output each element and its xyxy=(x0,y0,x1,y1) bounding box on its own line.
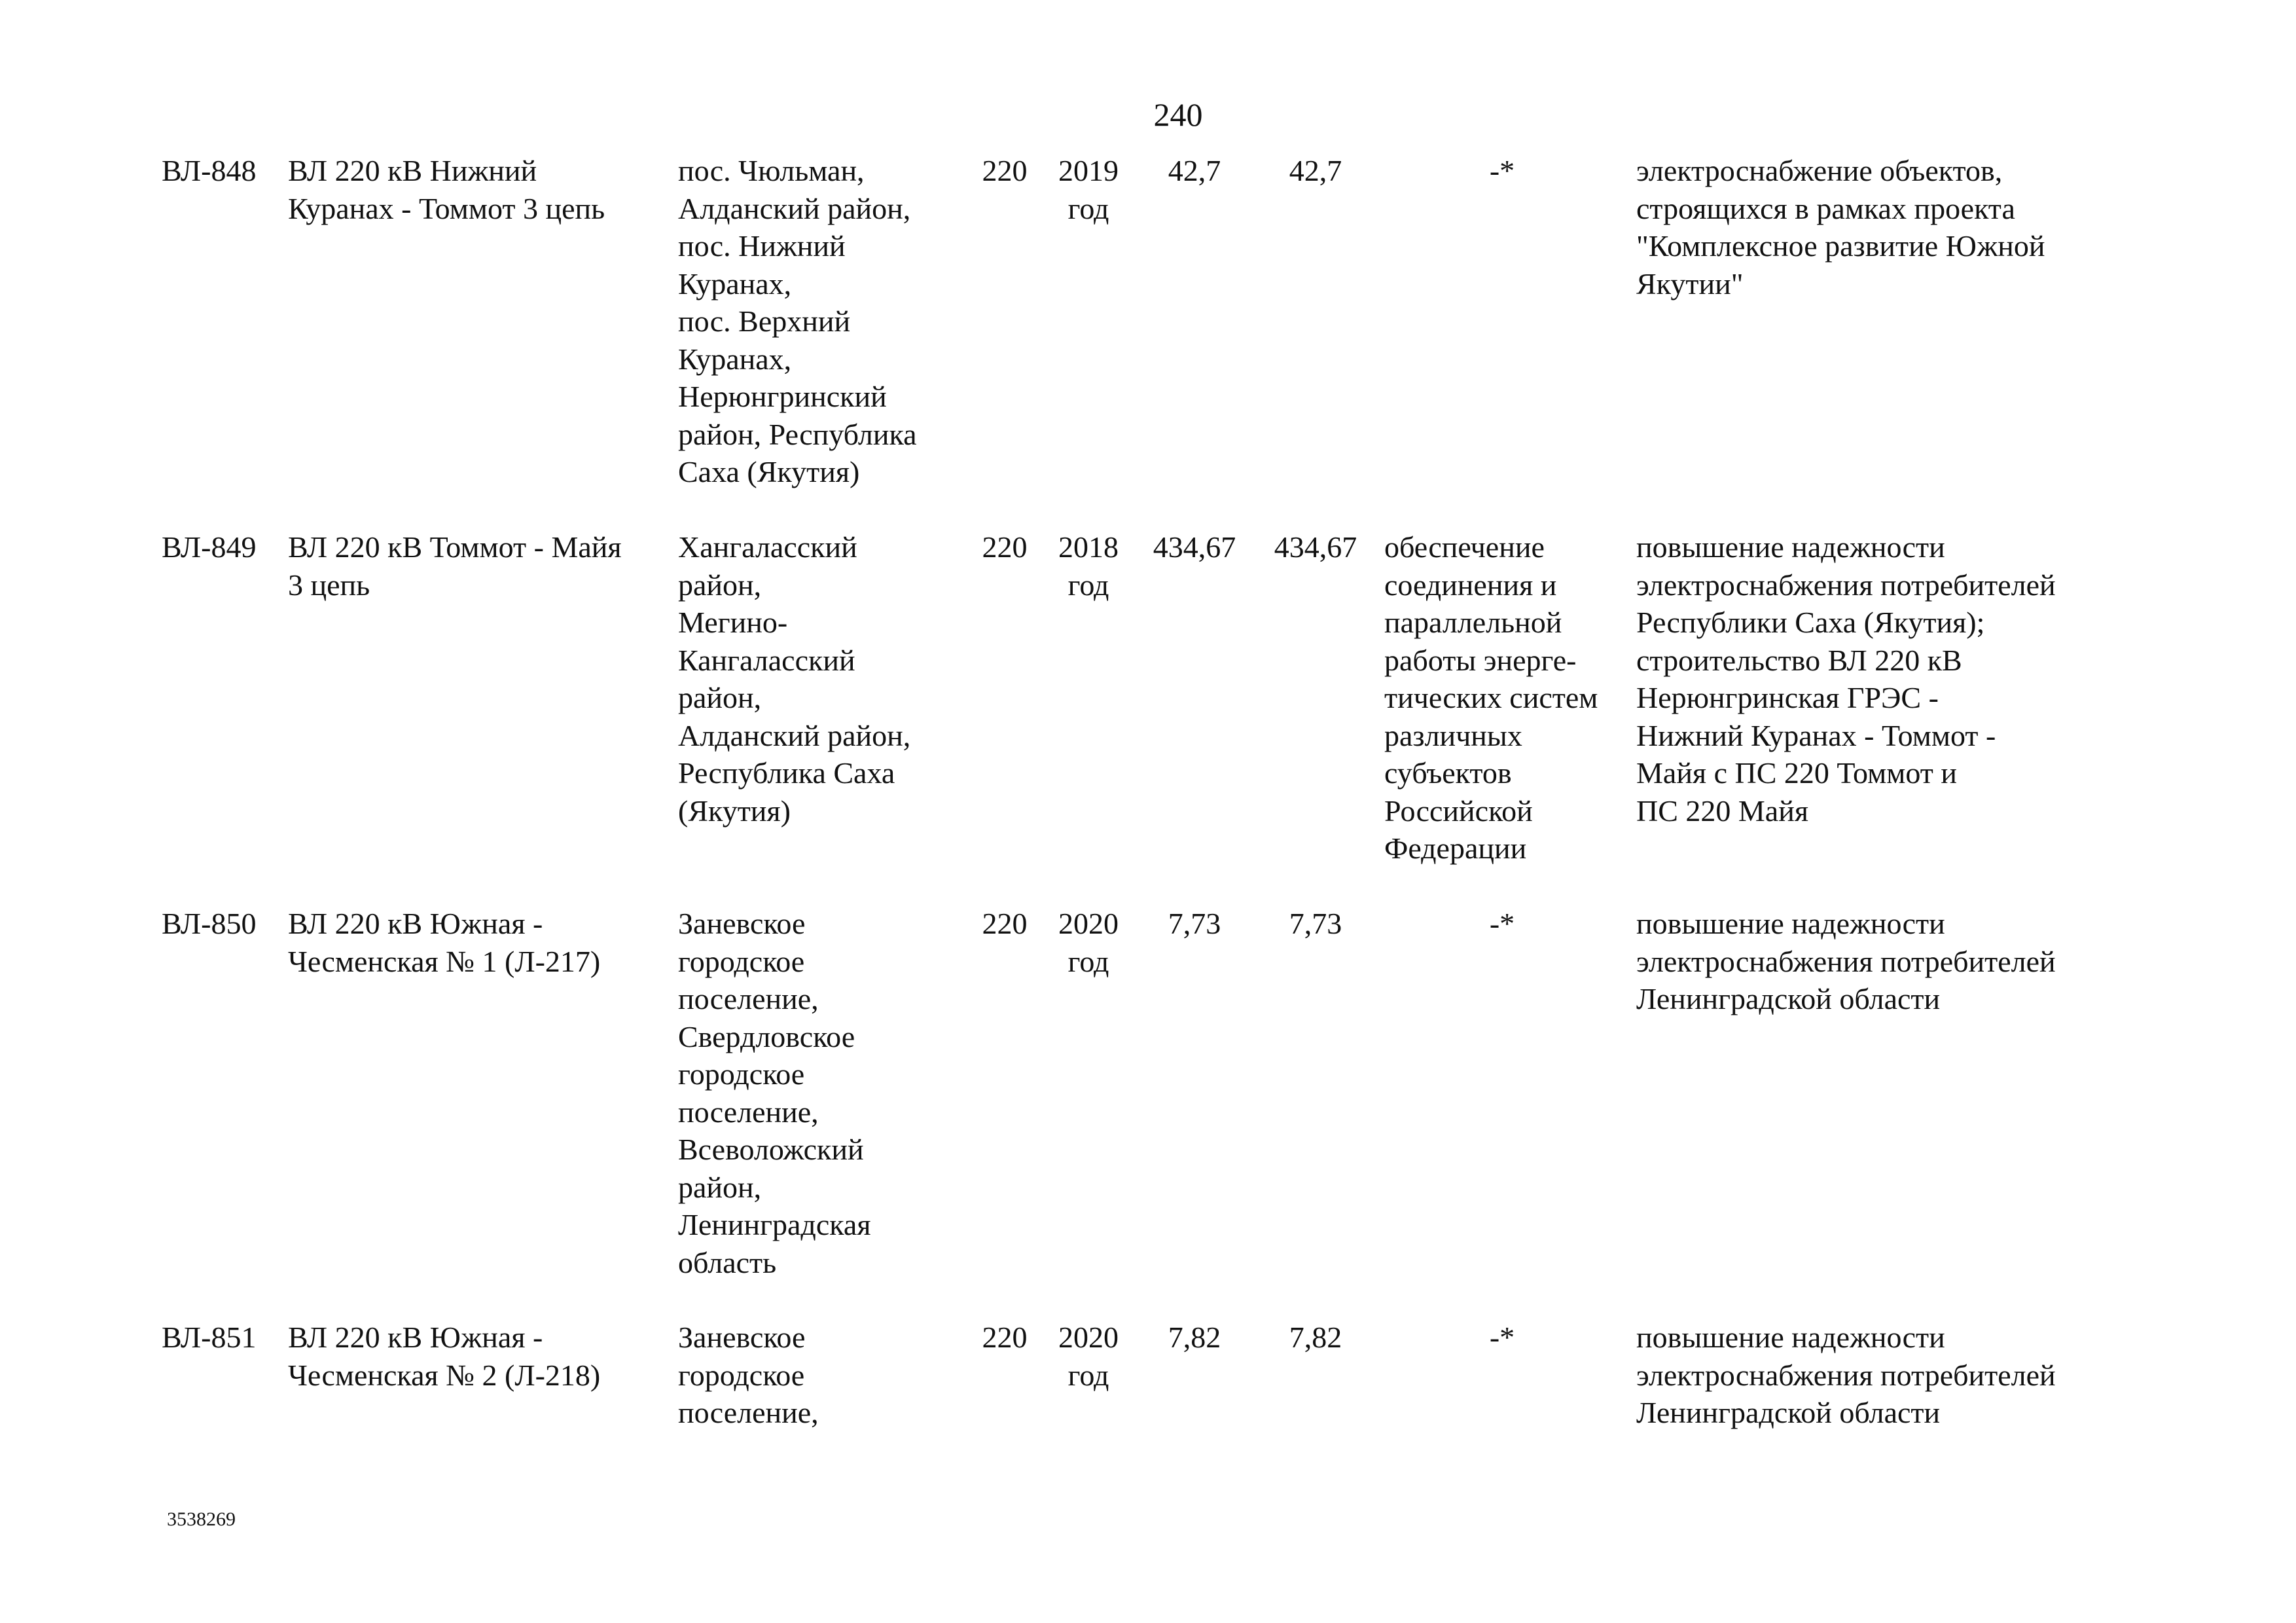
object-voltage: 220 xyxy=(982,1321,1028,1354)
object-purpose: повышение надежности электроснабжения потребителей Республики Саха (Якутия); строительство ВЛ 220 кВ Нерюнгринская ГРЭС - Нижний Куранах - Томмот - Майя с ПС 220 Томмот и ПС 220 Майя xyxy=(1636,530,2056,828)
object-purpose: повышение надежности электроснабжения потребителей Ленинградской области xyxy=(1636,907,2056,1015)
object-purpose: повышение надежности электроснабжения потребителей Ленинградской области xyxy=(1636,1321,2056,1429)
object-length-2: 7,82 xyxy=(1289,1321,1342,1354)
object-length-1: 7,82 xyxy=(1168,1321,1221,1354)
object-length-2: 7,73 xyxy=(1289,907,1342,940)
object-voltage: 220 xyxy=(982,907,1028,940)
object-year: 2019 год xyxy=(1058,154,1119,225)
object-function: обеспечение соединения и параллельной работы энерге- тических систем различных субъектов Российской Федерации xyxy=(1384,530,1598,865)
object-voltage: 220 xyxy=(982,154,1028,187)
object-year: 2020 год xyxy=(1058,1321,1119,1392)
object-name: ВЛ 220 кВ Нижний Куранах - Томмот 3 цепь xyxy=(288,154,605,225)
object-code: ВЛ-850 xyxy=(162,907,257,940)
object-length-2: 42,7 xyxy=(1289,154,1342,187)
object-function: -* xyxy=(1489,1321,1515,1354)
object-location: Заневское городское поселение, Свердловское городское поселение, Всеволожский район, Ленинградская область xyxy=(678,907,871,1279)
object-name: ВЛ 220 кВ Южная - Чесменская № 1 (Л-217) xyxy=(288,907,601,978)
object-name: ВЛ 220 кВ Томмот - Майя 3 цепь xyxy=(288,530,622,602)
object-code: ВЛ-849 xyxy=(162,530,257,564)
object-function: -* xyxy=(1489,154,1515,187)
object-name: ВЛ 220 кВ Южная - Чесменская № 2 (Л-218) xyxy=(288,1321,601,1392)
object-code: ВЛ-848 xyxy=(162,154,257,187)
object-location: Хангаласский район, Мегино- Кангаласский район, Алданский район, Республика Саха (Якутия) xyxy=(678,530,911,828)
object-length-1: 434,67 xyxy=(1153,530,1236,564)
object-length-1: 42,7 xyxy=(1168,154,1221,187)
object-year: 2020 год xyxy=(1058,907,1119,978)
object-function: -* xyxy=(1489,907,1515,940)
object-code: ВЛ-851 xyxy=(162,1321,257,1354)
document-id: 3538269 xyxy=(167,1508,236,1530)
page-number: 240 xyxy=(1153,96,1203,133)
object-location: Заневское городское поселение, xyxy=(678,1321,819,1429)
object-year: 2018 год xyxy=(1058,530,1119,602)
object-voltage: 220 xyxy=(982,530,1028,564)
object-length-2: 434,67 xyxy=(1274,530,1357,564)
object-length-1: 7,73 xyxy=(1168,907,1221,940)
object-location: пос. Чюльман, Алданский район, пос. Нижний Куранах, пос. Верхний Куранах, Нерюнгринский район, Республика Саха (Якутия) xyxy=(678,154,917,488)
object-purpose: электроснабжение объектов, строящихся в рамках проекта "Комплексное развитие Южной Якутии" xyxy=(1636,154,2045,301)
